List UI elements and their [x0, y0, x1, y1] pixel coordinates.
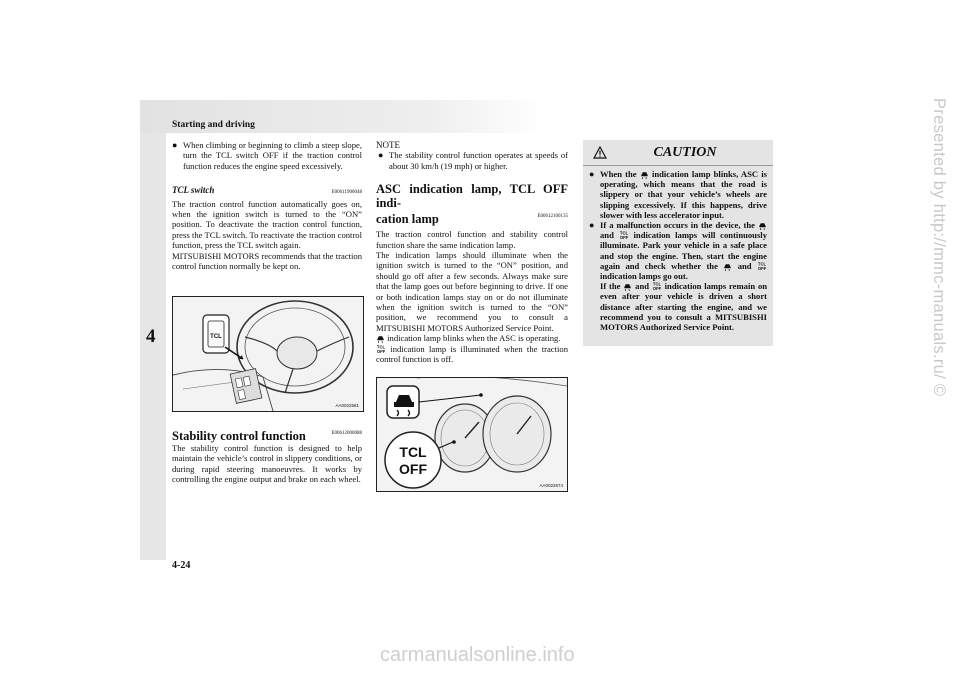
svg-text:OFF: OFF — [376, 348, 386, 354]
tcl-switch-paragraph-1: The traction control function automatically goes on, when the ignition switch is turned to the “ON” position. To deactivate the traction control function, press the TCL switch. To reactivate the traction control function, press the TCL switch again. — [172, 198, 362, 251]
tcl-lamp-text: TCL — [399, 444, 427, 460]
figure-1-id: AA0022581 — [335, 403, 359, 408]
tcl-off-icon — [376, 344, 386, 354]
skid-car-icon — [376, 334, 385, 343]
stability-heading: Stability control function E00612000088 — [172, 429, 362, 443]
svg-text:OFF: OFF — [619, 235, 628, 241]
asc-heading: ASC indication lamp, TCL OFF indi- cation lamp E00612100135 — [376, 182, 568, 227]
svg-text:TCL: TCL — [757, 261, 767, 267]
instrument-cluster-illustration — [377, 378, 567, 491]
tcl-switch-paragraph-2: MITSUBISHI MOTORS recommends that the traction control function normally be kept on. — [172, 250, 362, 272]
tcl-switch-heading: TCL switch E00611900048 — [172, 185, 362, 198]
stability-code: E00612000088 — [331, 431, 362, 436]
skid-car-icon — [640, 170, 649, 179]
stability-paragraph: The stability control function is designed to help maintain the vehicle’s control in slippery conditions, or during rapid steering manoeuvres. It works by controlling the engine output and brake on each wheel. — [172, 443, 362, 485]
footer-watermark: carmanualsonline.info — [380, 644, 575, 666]
asc-paragraph-1: The traction control function and stability control function share the same indication lamp. — [376, 229, 568, 250]
note-label: NOTE — [376, 140, 400, 150]
dashboard-illustration — [173, 297, 363, 411]
tcl-switch-figure — [172, 296, 364, 412]
tcl-off-icon — [652, 281, 662, 291]
svg-text:OFF: OFF — [652, 286, 662, 292]
tcl-off-icon — [619, 230, 629, 240]
svg-text:TCL: TCL — [619, 230, 628, 236]
svg-text:TCL: TCL — [376, 343, 386, 349]
caution-box — [583, 140, 773, 346]
page-header-title: Starting and driving — [172, 120, 255, 130]
tcl-off-line: TCL OFF indication lamp is illuminated when the traction control function is off. — [376, 343, 568, 365]
skid-car-icon — [758, 221, 767, 230]
chapter-number: 4 — [146, 326, 156, 347]
asc-code: E00612100135 — [537, 214, 568, 220]
svg-text:OFF: OFF — [757, 265, 767, 271]
tcl-off-icon — [757, 261, 767, 271]
bullet-dot-icon: ● — [589, 220, 595, 231]
stability-section — [172, 427, 362, 485]
caution-title: CAUTION — [653, 144, 717, 160]
skid-car-icon — [623, 282, 632, 291]
asc-paragraph-2: The indication lamps should illuminate when the ignition switch is turned to the “ON” position, and should go off after a few seconds. Always make sure that the lamp goes out before beginning to drive. If one or both indication lamps stay on or do not illuminate when the ignition switch is turned to the “ON” position, we recommend you to consult a MITSUBISHI MOTORS Authorized Service Point. — [376, 250, 568, 333]
page-number: 4-24 — [172, 560, 191, 571]
left-column — [172, 140, 362, 271]
off-lamp-text: OFF — [399, 461, 427, 477]
bullet-dot-icon: ● — [172, 140, 178, 150]
watermark: Presented by http://mmc-manuals.ru/ © — [930, 98, 948, 397]
tcl-switch-label: TCL — [210, 334, 222, 340]
warning-triangle-icon — [593, 146, 607, 159]
bullet-climbing: ● When climbing or beginning to climb a steep slope, turn the TCL switch OFF if the traction control function reduces the engine speed excessively. — [172, 140, 362, 171]
caution-body — [583, 166, 773, 332]
skid-car-icon — [723, 262, 732, 271]
bullet-dot-icon: ● — [589, 169, 595, 179]
asc-line: indication lamp blinks when the ASC is operating. — [376, 333, 568, 343]
caution-bullet-2: ● If a malfunction occurs in the device, the and TCL OFF indication lamps will continuously illuminate. Park your vehicle in a safe place and stop the engine. Then, start the engine again and check whether the and TCL OFF indication lamps go out. If the and TCL OFF indication lamps remain on even after your vehicle is driven a short distance after starting the engine, and we recommend you to consult a MITSUBISHI MOTORS Authorized Service Point. — [589, 220, 768, 333]
indicator-lamps-figure — [376, 377, 568, 492]
caution-bullet-1: ● When the indication lamp blinks, ASC is operating, which means that the road is slippery or that your vehicle’s wheels are slipping excessively. If this happens, drive slower with less accelerator input. — [589, 169, 768, 220]
note-bullet: ● The stability control function operates at speeds of about 30 km/h (19 mph) or higher. — [378, 150, 568, 171]
svg-text:TCL: TCL — [652, 281, 661, 287]
caution-header — [583, 140, 773, 166]
middle-column — [376, 140, 568, 365]
bullet-dot-icon: ● — [378, 150, 384, 161]
tcl-switch-code: E00611900048 — [331, 190, 362, 196]
figure-2-id: AA0022574 — [539, 483, 563, 488]
